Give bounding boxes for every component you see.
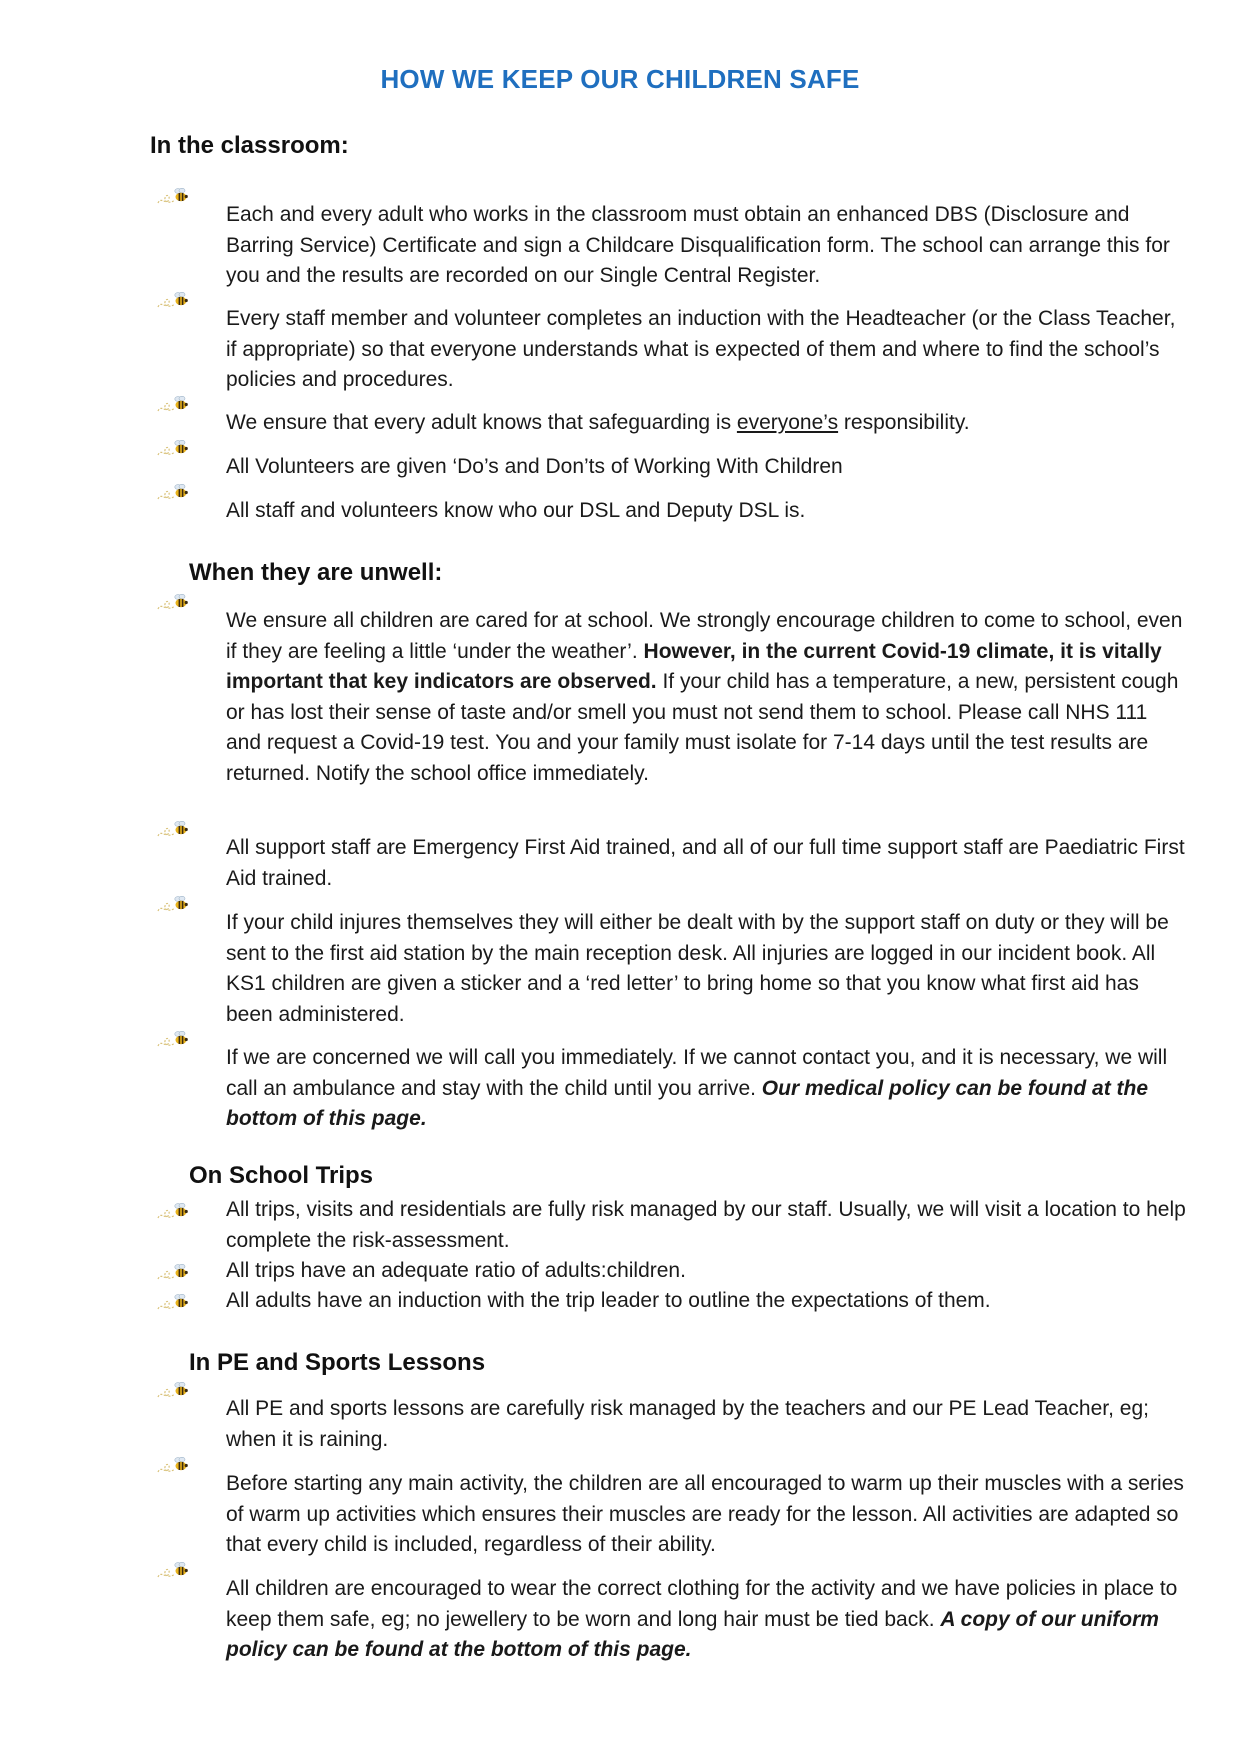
- bold-italic-text: Our medical policy can be found at the bottom of this page.: [226, 1076, 1149, 1130]
- bee-icon: [156, 1380, 190, 1402]
- bee-icon: [156, 482, 190, 504]
- item-text: All trips, visits and residentials are fully risk managed by our staff. Usually, we will visit a location to help complete the risk-assessment.: [226, 1198, 1186, 1252]
- bold-italic-text: A copy of our uniform policy can be found at the bottom of this page.: [226, 1607, 1159, 1661]
- bee-icon: [156, 186, 190, 208]
- bee-icon: [156, 1560, 190, 1582]
- bee-icon: [156, 1029, 190, 1051]
- item-text: Every staff member and volunteer completes an induction with the Headteacher (or the Class Teacher, if appropriate) so that everyone understands what is expected of them and where to find the school’s policies and procedures.: [226, 307, 1176, 391]
- item-text: We ensure that every adult knows that safeguarding is everyone’s responsibility.: [226, 411, 970, 434]
- item-text: All children are encouraged to wear the correct clothing for the activity and we have policies in place to keep them safe, eg; no jewellery to be worn and long hair must be tied back. A copy of our uniform policy can be found at the bottom of this page.: [226, 1577, 1178, 1661]
- item-text: If we are concerned we will call you immediately. If we cannot contact you, and it is necessary, we will call an ambulance and stay with the child until you arrive. Our medical policy can be found at the bottom of this page.: [226, 1046, 1168, 1130]
- bee-icon: [156, 894, 190, 916]
- heading-trips: On School Trips: [189, 1162, 374, 1189]
- item-text: All PE and sports lessons are carefully risk managed by the teachers and our PE Lead Teacher, eg; when it is raining.: [226, 1397, 1149, 1451]
- item-text: Each and every adult who works in the classroom must obtain an enhanced DBS (Disclosure and Barring Service) Certificate and sign a Childcare Disqualification form. The school can arrange this for you and the results are recorded on our Single Central Register.: [226, 203, 1170, 287]
- item-text: All Volunteers are given ‘Do’s and Don’ts of Working With Children: [226, 455, 843, 478]
- bee-icon: [156, 819, 190, 841]
- bee-icon: [156, 1201, 190, 1223]
- item-text: All trips have an adequate ratio of adults:children.: [226, 1259, 686, 1282]
- heading-unwell: When they are unwell:: [189, 559, 443, 586]
- item-text: All adults have an induction with the trip leader to outline the expectations of them.: [226, 1289, 991, 1312]
- bee-icon: [156, 592, 190, 614]
- bee-icon: [156, 290, 190, 312]
- heading-classroom: In the classroom:: [150, 132, 349, 159]
- item-text: All support staff are Emergency First Aid trained, and all of our full time support staff are Paediatric First Aid trained.: [226, 836, 1185, 890]
- bee-icon: [156, 394, 190, 416]
- item-text: All staff and volunteers know who our DSL and Deputy DSL is.: [226, 499, 806, 522]
- bold-text: However, in the current Covid-19 climate, it is vitally important that key indicators are observed.: [226, 639, 1162, 693]
- bee-icon: [156, 1455, 190, 1477]
- heading-pe: In PE and Sports Lessons: [189, 1349, 486, 1376]
- item-text: Before starting any main activity, the children are all encouraged to warm up their muscles with a series of warm up activities which ensures their muscles are ready for the lesson. All activities are adapted so that every child is included, regardless of their ability.: [226, 1472, 1184, 1556]
- item-text: If your child injures themselves they will either be dealt with by the support staff on duty or they will be sent to the first aid station by the main reception desk. All injuries are logged in our incident book. All KS1 children are given a sticker and a ‘red letter’ to bring home so that you know what first aid has been administered.: [226, 911, 1169, 1026]
- bee-icon: [156, 438, 190, 460]
- bee-icon: [156, 1292, 190, 1314]
- item-text: We ensure all children are cared for at school. We strongly encourage children to come to school, even if they are feeling a little ‘under the weather’. However, in the current Covid-19 climate, it is vitally important that key indicators are observed. If your child has a temperature, a new, persistent cough or has lost their sense of taste and/or smell you must not send them to school. Please call NHS 111 and request a Covid-19 test. You and your family must isolate for 7-14 days until the test results are returned. Notify the school office immediately.: [226, 609, 1183, 785]
- page-title: HOW WE KEEP OUR CHILDREN SAFE: [380, 64, 860, 94]
- underlined-word: everyone’s: [736, 411, 839, 434]
- bee-icon: [156, 1262, 190, 1284]
